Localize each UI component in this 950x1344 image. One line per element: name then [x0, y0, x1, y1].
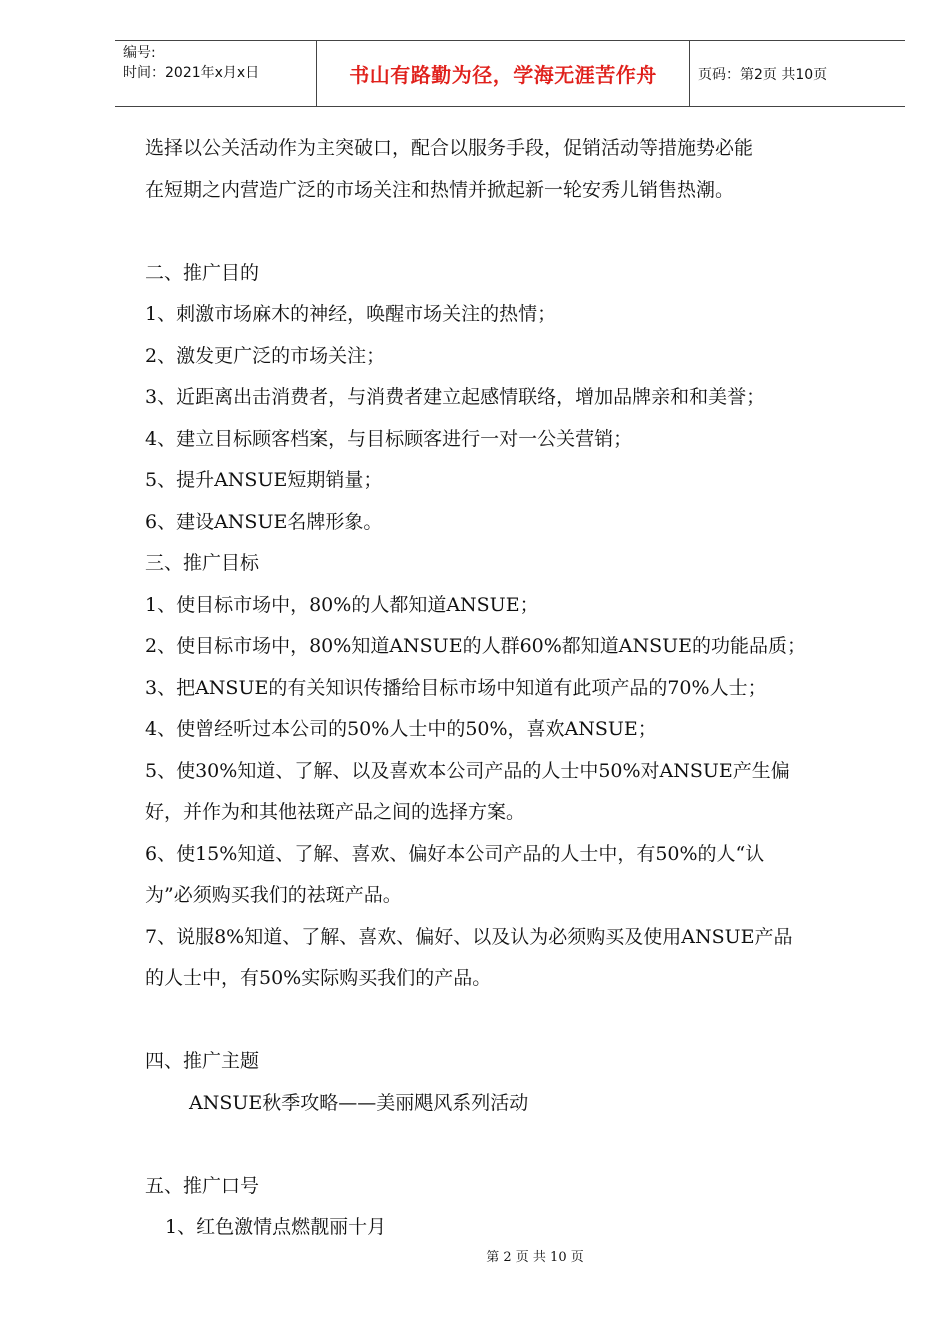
page-footer: 第 2 页 共 10 页 [486, 1250, 584, 1265]
section-4-title: 四、推广主题 [145, 1050, 260, 1072]
list-item-continuation: 的人士中，有50%实际购买我们的产品。 [145, 967, 492, 989]
section-2-title: 二、推广目的 [145, 261, 260, 284]
document-body [145, 128, 875, 1249]
list-item-continuation: 为”必须购买我们的祛斑产品。 [145, 884, 402, 906]
list-item: 4、使曾经听过本公司的50%人士中的50%，喜欢ANSUE； [145, 718, 657, 740]
doc-number-label: 编号: [123, 45, 156, 61]
list-item: 1、使目标市场中，80%的人都知道ANSUE； [145, 593, 539, 616]
list-item: 3、把ANSUE的有关知识传播给目标市场中知道有此项产品的70%人士； [145, 676, 767, 699]
header-page-info: 页码：第2页 共10页 [698, 66, 828, 83]
header-meta [115, 41, 316, 106]
page-header [115, 40, 905, 107]
list-item: 5、提升ANSUE短期销量； [145, 469, 383, 491]
slogan-item: 1、红色激情点燃靓丽十月 [165, 1216, 387, 1238]
intro-line: 在短期之内营造广泛的市场关注和热情并掀起新一轮安秀儿销售热潮。 [145, 178, 735, 201]
list-item: 1、刺激市场麻木的神经，唤醒市场关注的热情； [145, 303, 557, 325]
time-label: 时间：2021年x月x日 [123, 65, 260, 81]
list-item: 6、建设ANSUE名牌形象。 [145, 510, 383, 533]
list-item: 4、建立目标顾客档案，与目标顾客进行一对一公关营销； [145, 427, 633, 450]
section-5-title: 五、推广口号 [145, 1174, 260, 1197]
section-3-title: 三、推广目标 [145, 552, 260, 574]
list-item-continuation: 好，并作为和其他祛斑产品之间的选择方案。 [145, 801, 526, 823]
list-item: 2、激发更广泛的市场关注； [145, 344, 386, 367]
list-item: 6、使15%知道、了解、喜欢、偏好本公司产品的人士中，有50%的人“认 [145, 842, 765, 865]
list-item: 7、说服8%知道、了解、喜欢、偏好、以及认为必须购买及使用ANSUE产品 [145, 925, 793, 948]
list-item: 5、使30%知道、了解、以及喜欢本公司产品的人士中50%对ANSUE产生偏 [145, 759, 790, 782]
list-item: 2、使目标市场中，80%知道ANSUE的人群60%都知道ANSUE的功能品质； [145, 635, 807, 657]
intro-line: 选择以公关活动作为主突破口，配合以服务手段，促销活动等措施势必能 [145, 137, 754, 159]
promotion-theme: ANSUE秋季攻略——美丽飓风系列活动 [189, 1091, 529, 1114]
header-motto: 书山有路勤为径，学海无涯苦作舟 [316, 41, 690, 106]
list-item: 3、近距离出击消费者，与消费者建立起感情联络，增加品牌亲和和美誉； [145, 386, 766, 408]
